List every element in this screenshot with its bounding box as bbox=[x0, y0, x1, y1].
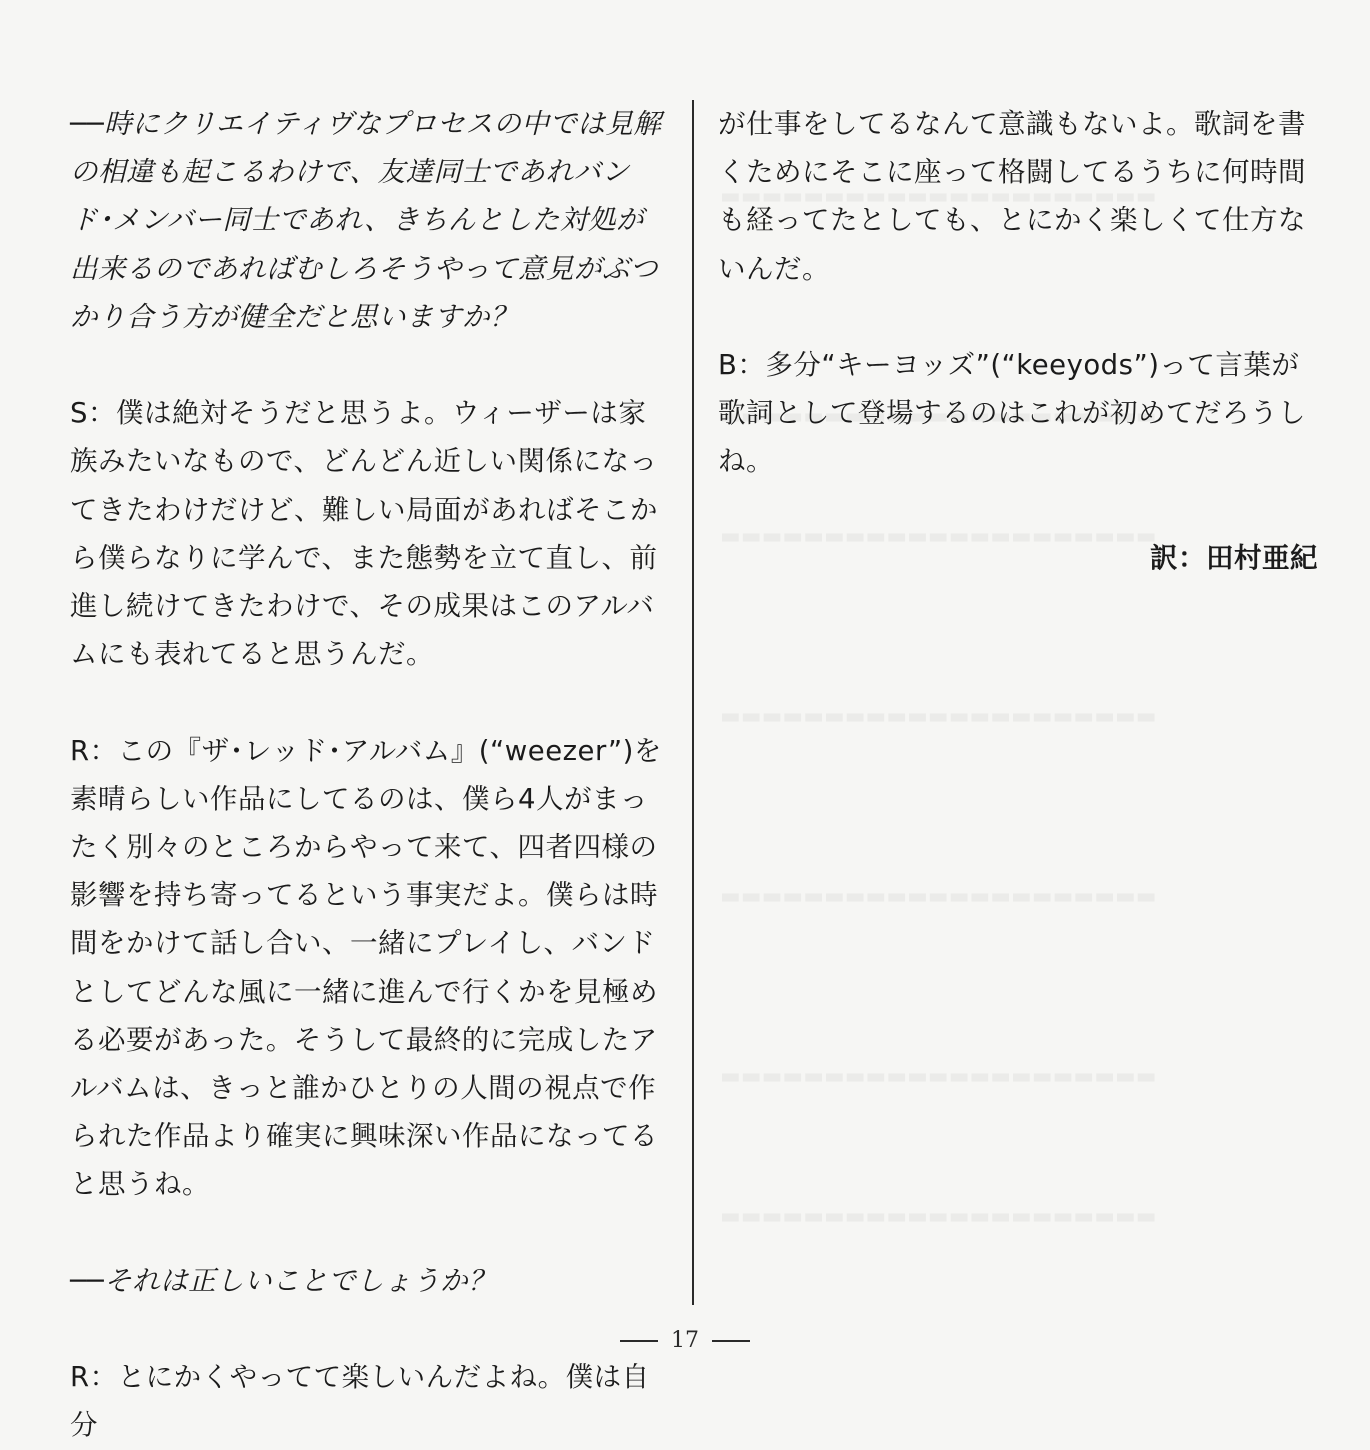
answer-text: 僕は絶対そうだと思うよ。ウィーザーは家族みたいなもので、どんどん近しい関係になってきたわけだけど、難しい局面があればそこから僕らなりに学んで、また態勢を立て直し、前進し続けてきたわけで、その成果はこのアルバムにも表れてると思うんだ。 bbox=[70, 397, 658, 671]
speaker-initial: R： bbox=[70, 734, 118, 767]
answer-text: とにかくやってて楽しいんだよね。僕は自分 bbox=[70, 1361, 650, 1442]
answer-text: 多分“キーヨッズ”(“keeyods”)って言葉が歌詞として登場するのはこれが初めてだろうしね。 bbox=[718, 349, 1306, 478]
question-text: ──時にクリエイティヴなプロセスの中では見解の相違も起こるわけで、友達同士であれバンド･メンバー同士であれ、きちんとした対処が出来るのであればむしろそうやって意見がぶつかり合う方が健全だと思いますか？ bbox=[70, 108, 662, 333]
interview-answer bbox=[70, 389, 670, 678]
show-through-texture bbox=[720, 1060, 1157, 1094]
footer-dash-left bbox=[620, 1340, 658, 1342]
interview-question bbox=[70, 1257, 670, 1305]
show-through-texture bbox=[720, 700, 1157, 734]
interview-answer bbox=[718, 341, 1318, 486]
page-number: 17 bbox=[671, 1328, 699, 1353]
interview-answer bbox=[70, 1353, 670, 1449]
question-text: ──それは正しいことでしょうか？ bbox=[70, 1264, 497, 1297]
page-footer bbox=[0, 1328, 1370, 1353]
right-column bbox=[718, 100, 1318, 582]
speaker-initial: S： bbox=[70, 397, 116, 430]
interview-question bbox=[70, 100, 670, 341]
footer-dash-right bbox=[712, 1340, 750, 1342]
answer-text: が仕事をしてるなんて意識もないよ。歌詞を書くためにそこに座って格闘してるうちに何時間も経ってたとしても、とにかく楽しくて仕方ないんだ。 bbox=[718, 108, 1306, 285]
translator-credit: 訳：田村亜紀 bbox=[1150, 541, 1318, 574]
speaker-initial: R： bbox=[70, 1361, 118, 1394]
left-column bbox=[70, 100, 670, 1450]
column-divider bbox=[692, 100, 694, 1305]
answer-text: この『ザ･レッド･アルバム』(“weezer”)を素晴らしい作品にしてるのは、僕ら4人がまったく別々のところからやって来て、四者四様の影響を持ち寄ってるという事実だよ。僕らは時間をかけて話し合い、一緒にプレイし、バンドとしてどんな風に一緒に進んで行くかを見極める必要があった。そうして最終的に完成したアルバムは、きっと誰かひとりの人間の視点で作られた作品より確実に興味深い作品になってると思うね。 bbox=[70, 734, 662, 1201]
interview-answer bbox=[70, 727, 670, 1209]
show-through-texture bbox=[720, 880, 1157, 914]
show-through-texture bbox=[720, 1200, 1157, 1234]
interview-answer-continuation bbox=[718, 100, 1318, 293]
speaker-initial: B： bbox=[718, 349, 766, 381]
